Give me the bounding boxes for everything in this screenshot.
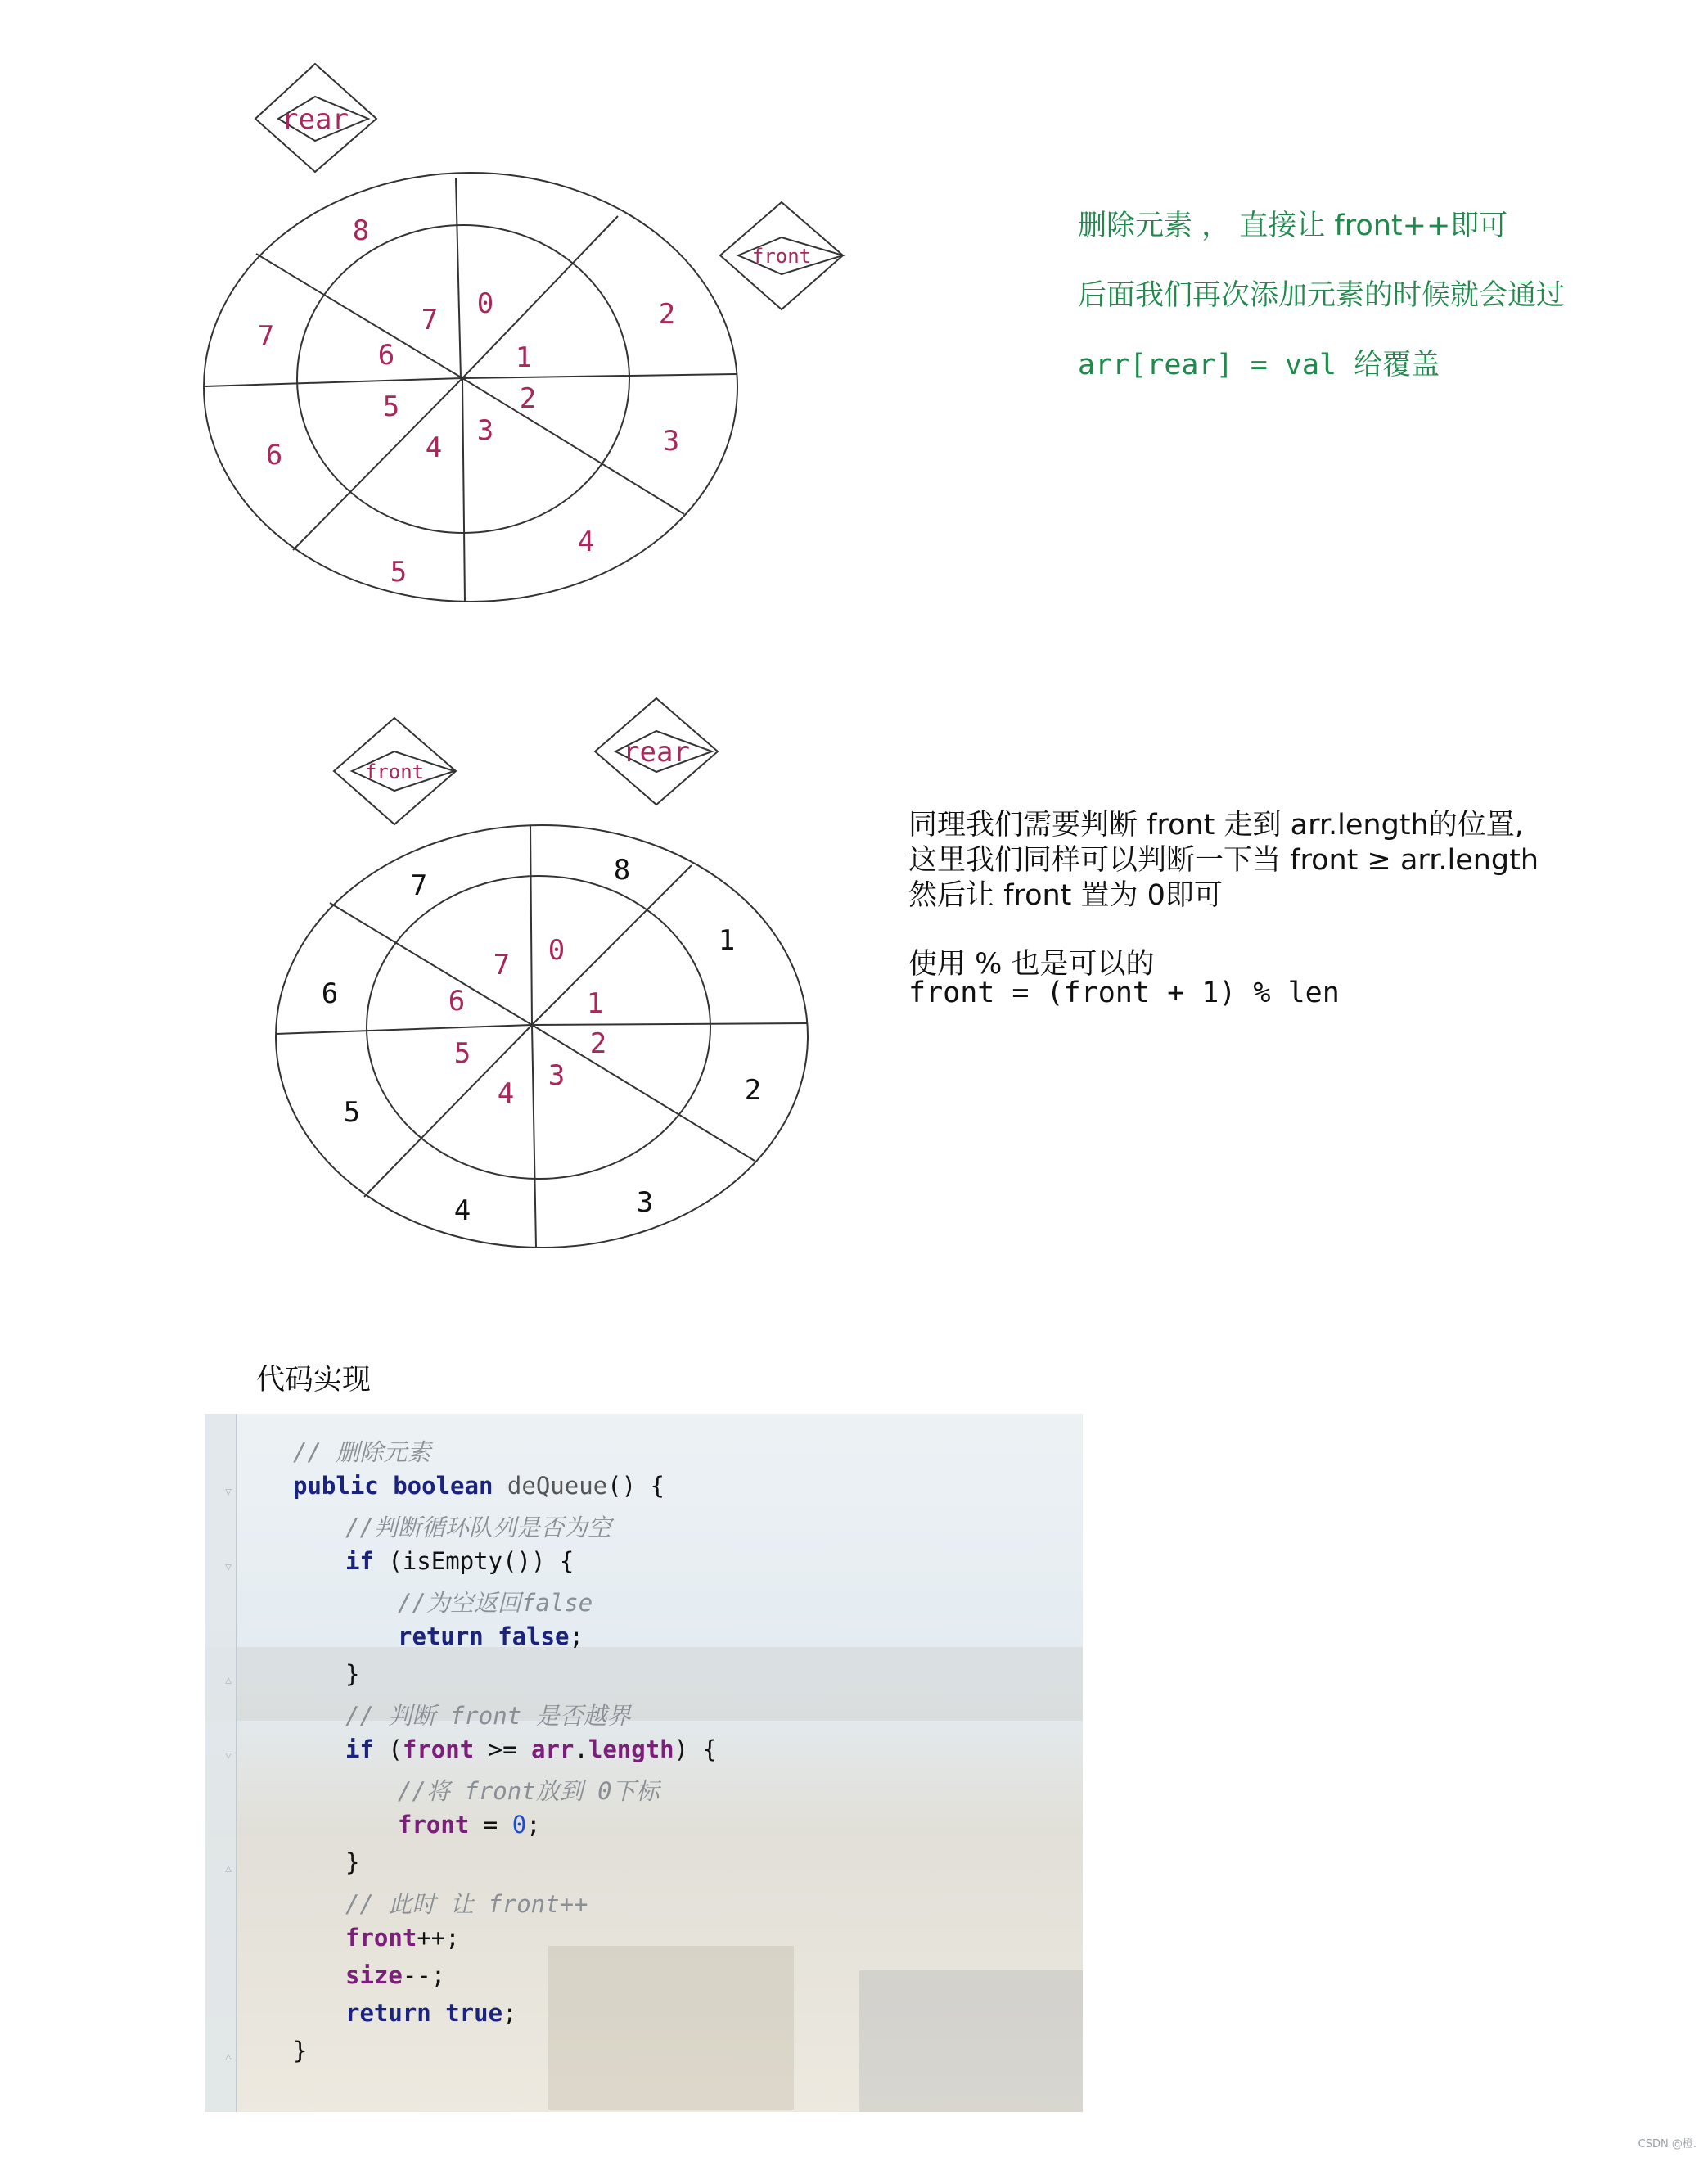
d2-inner-1: 1 — [586, 987, 604, 1020]
code-line-13: // 此时 让 front++ — [345, 1890, 588, 1918]
diagram-1-front-label: front — [751, 245, 812, 268]
bg-window — [548, 1946, 794, 2110]
code-line-12: } — [345, 1848, 360, 1876]
code-line-17: } — [293, 2037, 308, 2064]
d2-inner-5: 5 — [453, 1037, 471, 1070]
code-line-11: front = 0; — [398, 1811, 541, 1839]
diagram-2 — [276, 825, 808, 1248]
d1-outer-8: 8 — [352, 214, 370, 247]
note2-line5: front = (front + 1) % len — [908, 977, 1340, 1009]
bg-window-right — [859, 1970, 1083, 2112]
code-line-4: if (isEmpty()) { — [345, 1547, 575, 1575]
d2-inner-3: 3 — [548, 1059, 566, 1092]
diagram-2-outer-numbers — [322, 854, 761, 1227]
d2-outer-2: 2 — [744, 1074, 762, 1107]
code-line-9: if (front >= arr.length) { — [345, 1735, 718, 1763]
diagram-2-front-label: front — [364, 760, 425, 783]
code-line-10: //将 front放到 0下标 — [398, 1777, 660, 1805]
d1-inner-4: 4 — [425, 431, 443, 464]
note2-line4: 使用 % 也是可以的 — [908, 948, 1155, 981]
diagram-1 — [204, 173, 737, 602]
d2-inner-6: 6 — [448, 985, 466, 1018]
d1-outer-5: 5 — [390, 556, 408, 589]
code-line-1: // 删除元素 — [293, 1438, 431, 1466]
d1-outer-3: 3 — [662, 425, 680, 458]
note1-line3: arr[rear] = val 给覆盖 — [1078, 349, 1440, 381]
d2-outer-3: 3 — [636, 1186, 654, 1219]
note1-line1: 删除元素 ， 直接让 front++即可 — [1078, 210, 1508, 242]
note2-line2: 这里我们同样可以判断一下当 front ≥ arr.length — [908, 844, 1539, 877]
d1-outer-2: 2 — [658, 298, 676, 331]
d2-outer-6: 6 — [321, 977, 339, 1010]
bg-wall-band — [205, 1647, 1083, 1721]
d2-inner-7: 7 — [493, 949, 511, 981]
diagram-2-rear-label: rear — [623, 736, 690, 769]
d1-inner-6: 6 — [377, 339, 395, 372]
d1-outer-7: 7 — [257, 320, 275, 353]
d1-inner-5: 5 — [382, 390, 400, 423]
code-line-3: //判断循环队列是否为空 — [345, 1514, 611, 1541]
watermark: CSDN @橙. — [1638, 2138, 1697, 2150]
d1-inner-7: 7 — [421, 304, 439, 336]
fold-icon[interactable]: ▿ — [225, 1483, 232, 1499]
note2-line3: 然后让 front 置为 0即可 — [908, 879, 1223, 912]
d2-outer-8: 8 — [613, 854, 631, 887]
code-line-16: return true; — [345, 1999, 517, 2027]
code-panel — [205, 1414, 1083, 2112]
d2-outer-4: 4 — [453, 1194, 471, 1227]
code-line-8: // 判断 front 是否越界 — [345, 1702, 631, 1730]
code-line-14: front++; — [345, 1924, 460, 1952]
d2-inner-4: 4 — [497, 1077, 515, 1110]
d1-outer-6: 6 — [265, 439, 283, 472]
code-line-2: public boolean deQueue() { — [293, 1472, 665, 1500]
diagram-1-rear-label: rear — [282, 103, 349, 136]
d2-inner-2: 2 — [589, 1027, 607, 1060]
d1-inner-1: 1 — [515, 341, 533, 374]
fold-icon[interactable]: ▿ — [225, 1747, 232, 1762]
d1-inner-0: 0 — [476, 287, 494, 320]
note1-line2: 后面我们再次添加元素的时候就会通过 — [1078, 279, 1566, 312]
code-section-title: 代码实现 — [256, 1364, 372, 1397]
d2-outer-5: 5 — [343, 1096, 361, 1129]
d2-outer-7: 7 — [410, 869, 428, 902]
code-line-15: size--; — [345, 1961, 446, 1989]
code-line-6: return false; — [398, 1622, 584, 1650]
fold-icon[interactable]: ▵ — [225, 1672, 232, 1687]
fold-icon[interactable]: ▵ — [225, 2048, 232, 2064]
code-line-7: } — [345, 1660, 360, 1688]
fold-icon[interactable]: ▵ — [225, 1860, 232, 1875]
code-line-5: //为空返回false — [398, 1589, 593, 1617]
note2-line1: 同理我们需要判断 front 走到 arr.length的位置, — [908, 809, 1524, 842]
d2-outer-1: 1 — [718, 924, 736, 957]
d1-inner-2: 2 — [519, 382, 537, 415]
d2-inner-0: 0 — [548, 934, 566, 967]
fold-icon[interactable]: ▿ — [225, 1559, 232, 1574]
d1-inner-3: 3 — [476, 414, 494, 447]
d1-outer-4: 4 — [577, 526, 595, 558]
